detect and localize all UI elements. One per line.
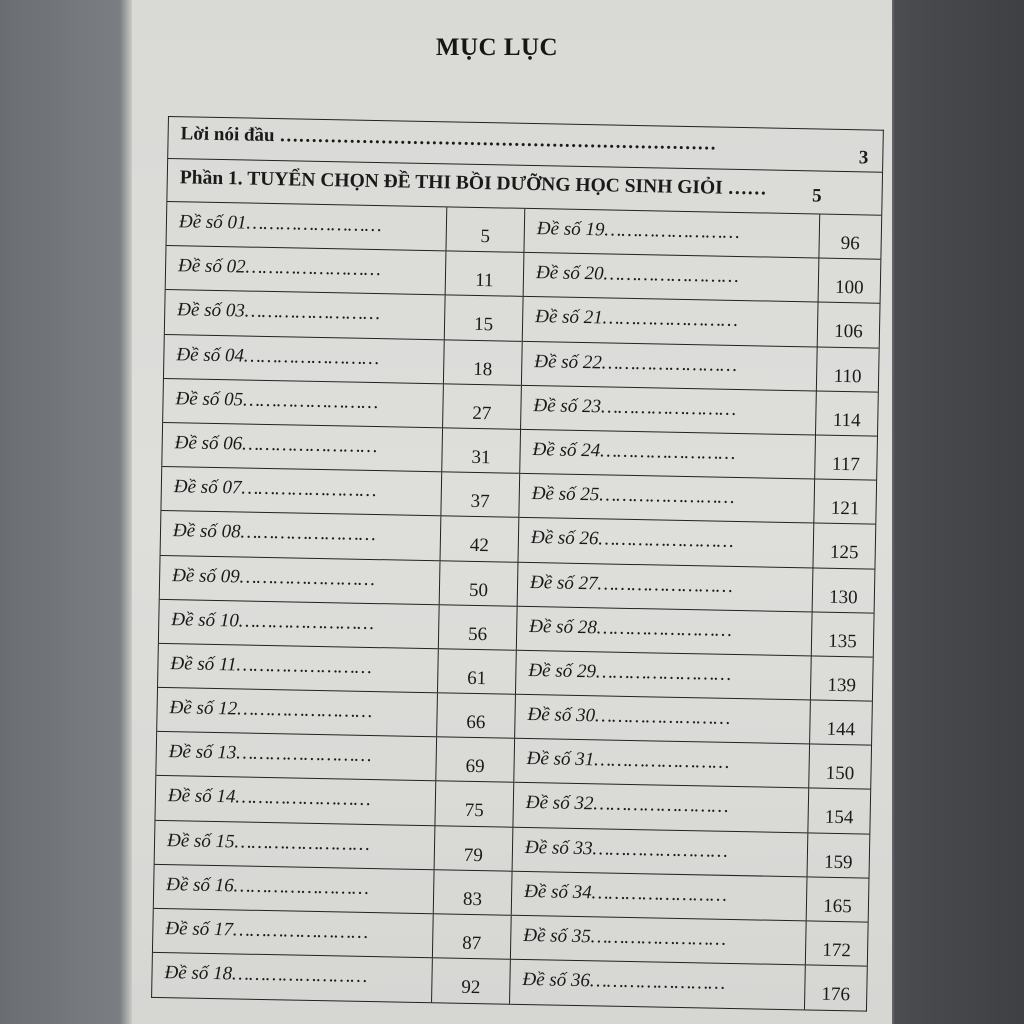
entry-page: 106 bbox=[817, 303, 880, 347]
toc-entry bbox=[155, 776, 513, 827]
entry-label: Đề số 35…………………… bbox=[523, 924, 727, 950]
toc-entry bbox=[524, 209, 881, 260]
toc-entry bbox=[518, 562, 875, 613]
entry-page: 92 bbox=[431, 958, 510, 1004]
table-of-contents bbox=[151, 116, 884, 1012]
entry-page: 50 bbox=[439, 561, 518, 606]
entry-label: Đề số 12…………………… bbox=[169, 697, 373, 723]
entry-label: Đề số 31…………………… bbox=[526, 748, 730, 774]
toc-entry bbox=[154, 865, 512, 916]
entry-label: Đề số 25…………………… bbox=[531, 483, 735, 509]
exam-list-right bbox=[509, 209, 881, 1011]
entry-label: Đề số 36…………………… bbox=[522, 969, 726, 995]
entry-label: Đề số 04…………………… bbox=[176, 343, 380, 369]
entry-page: 69 bbox=[435, 738, 514, 783]
toc-entry bbox=[153, 909, 511, 960]
entry-page: 66 bbox=[436, 693, 515, 738]
toc-entry bbox=[164, 335, 522, 386]
entry-page: 100 bbox=[818, 259, 881, 303]
entry-page: 79 bbox=[434, 826, 513, 871]
toc-entry bbox=[156, 732, 514, 783]
entry-page: 42 bbox=[440, 517, 519, 562]
toc-entry bbox=[513, 827, 870, 878]
entry-label: Đề số 23…………………… bbox=[533, 394, 737, 420]
entry-page: 114 bbox=[815, 391, 878, 435]
entry-label: Đề số 11…………………… bbox=[170, 653, 372, 678]
entry-page: 144 bbox=[809, 700, 872, 744]
toc-entry bbox=[522, 341, 879, 392]
toc-entry bbox=[162, 423, 520, 474]
entry-label: Đề số 16…………………… bbox=[166, 873, 370, 899]
toc-entry bbox=[519, 474, 876, 525]
entry-page: 75 bbox=[434, 782, 513, 827]
entry-label: Đề số 32…………………… bbox=[525, 792, 729, 818]
entry-page: 117 bbox=[814, 435, 877, 479]
toc-entry bbox=[520, 430, 877, 481]
entry-label: Đề số 08…………………… bbox=[172, 520, 376, 546]
toc-entry bbox=[158, 644, 516, 695]
toc-entry bbox=[513, 783, 870, 834]
toc-entry bbox=[161, 511, 519, 562]
toc-entry bbox=[510, 960, 867, 1011]
toc-entry bbox=[517, 606, 874, 657]
entry-page: 172 bbox=[805, 921, 868, 965]
exam-list-left bbox=[152, 202, 524, 1004]
page-title: MỤC LỤC bbox=[435, 34, 559, 61]
entry-label: Đề số 30…………………… bbox=[527, 704, 731, 729]
entry-label: Đề số 21…………………… bbox=[535, 306, 739, 332]
entry-label: Đề số 20…………………… bbox=[535, 262, 739, 288]
entry-label: Đề số 26…………………… bbox=[530, 527, 734, 553]
entry-page: 176 bbox=[804, 966, 867, 1011]
entry-label: Đề số 15…………………… bbox=[166, 829, 370, 855]
entry-label: Đề số 01…………………… bbox=[178, 211, 382, 237]
entry-page: 150 bbox=[808, 745, 871, 789]
entry-label: Đề số 17…………………… bbox=[165, 918, 369, 943]
entry-label: Đề số 13…………………… bbox=[168, 741, 372, 767]
entry-page: 83 bbox=[433, 870, 512, 915]
preface-page: 3 bbox=[858, 147, 869, 169]
entry-label: Đề số 34…………………… bbox=[523, 880, 728, 906]
entry-page: 96 bbox=[818, 215, 881, 259]
entry-label: Đề số 05…………………… bbox=[175, 387, 379, 413]
entry-label: Đề số 14…………………… bbox=[167, 785, 371, 811]
entry-page: 31 bbox=[441, 428, 520, 473]
toc-entry bbox=[512, 872, 869, 923]
preface-label: Lời nói đầu …………………………………………………………… bbox=[180, 123, 717, 155]
entry-label: Đề số 18…………………… bbox=[164, 962, 368, 988]
entry-label: Đề số 19…………………… bbox=[536, 218, 740, 243]
toc-entry bbox=[160, 555, 518, 606]
toc-entry bbox=[165, 290, 523, 341]
entry-label: Đề số 22…………………… bbox=[534, 350, 738, 376]
entry-page: 15 bbox=[444, 296, 523, 341]
entry-label: Đề số 10…………………… bbox=[171, 608, 375, 634]
toc-entry bbox=[521, 386, 878, 437]
entry-label: Đề số 07…………………… bbox=[173, 476, 377, 502]
entry-page: 135 bbox=[811, 612, 874, 656]
toc-entry bbox=[163, 379, 521, 430]
toc-entry bbox=[152, 953, 510, 1004]
toc-entry bbox=[524, 253, 881, 304]
toc-entry bbox=[167, 202, 525, 253]
entry-page: 11 bbox=[445, 252, 524, 297]
toc-entry bbox=[155, 821, 513, 872]
toc-entry bbox=[161, 467, 519, 518]
toc-entry bbox=[511, 916, 868, 967]
entry-page: 130 bbox=[812, 568, 875, 612]
entry-page: 27 bbox=[442, 384, 521, 429]
entry-page: 154 bbox=[807, 789, 870, 833]
entry-label: Đề số 03…………………… bbox=[177, 299, 381, 325]
exam-list bbox=[151, 202, 882, 1012]
entry-label: Đề số 02…………………… bbox=[177, 255, 381, 281]
toc-entry bbox=[159, 600, 517, 651]
part1-page: 5 bbox=[811, 185, 822, 207]
toc-entry bbox=[515, 695, 872, 746]
entry-page: 37 bbox=[440, 472, 519, 517]
toc-entry bbox=[523, 297, 880, 348]
toc-entry bbox=[157, 688, 515, 739]
entry-page: 5 bbox=[445, 207, 524, 252]
entry-label: Đề số 09…………………… bbox=[171, 564, 376, 590]
entry-page: 139 bbox=[810, 656, 873, 700]
entry-page: 121 bbox=[813, 480, 876, 524]
entry-label: Đề số 29…………………… bbox=[528, 659, 732, 685]
entry-page: 87 bbox=[432, 914, 511, 959]
toc-entry bbox=[516, 651, 873, 702]
entry-label: Đề số 27…………………… bbox=[529, 571, 733, 597]
entry-page: 125 bbox=[812, 524, 875, 568]
entry-page: 56 bbox=[438, 605, 517, 650]
entry-page: 18 bbox=[443, 340, 522, 385]
toc-entry bbox=[518, 518, 875, 569]
entry-page: 61 bbox=[437, 649, 516, 694]
entry-page: 110 bbox=[816, 347, 879, 391]
entry-label: Đề số 24…………………… bbox=[532, 439, 736, 464]
entry-label: Đề số 28…………………… bbox=[529, 615, 733, 641]
entry-page: 165 bbox=[806, 877, 869, 921]
part1-label: Phần 1. TUYỂN CHỌN ĐỀ THI BỒI DƯỠNG HỌC SINH GIỎI …… bbox=[179, 167, 767, 200]
toc-entry bbox=[514, 739, 871, 790]
toc-entry bbox=[166, 246, 524, 297]
entry-page: 159 bbox=[807, 833, 870, 877]
entry-label: Đề số 06…………………… bbox=[174, 432, 378, 458]
entry-label: Đề số 33…………………… bbox=[524, 836, 728, 862]
